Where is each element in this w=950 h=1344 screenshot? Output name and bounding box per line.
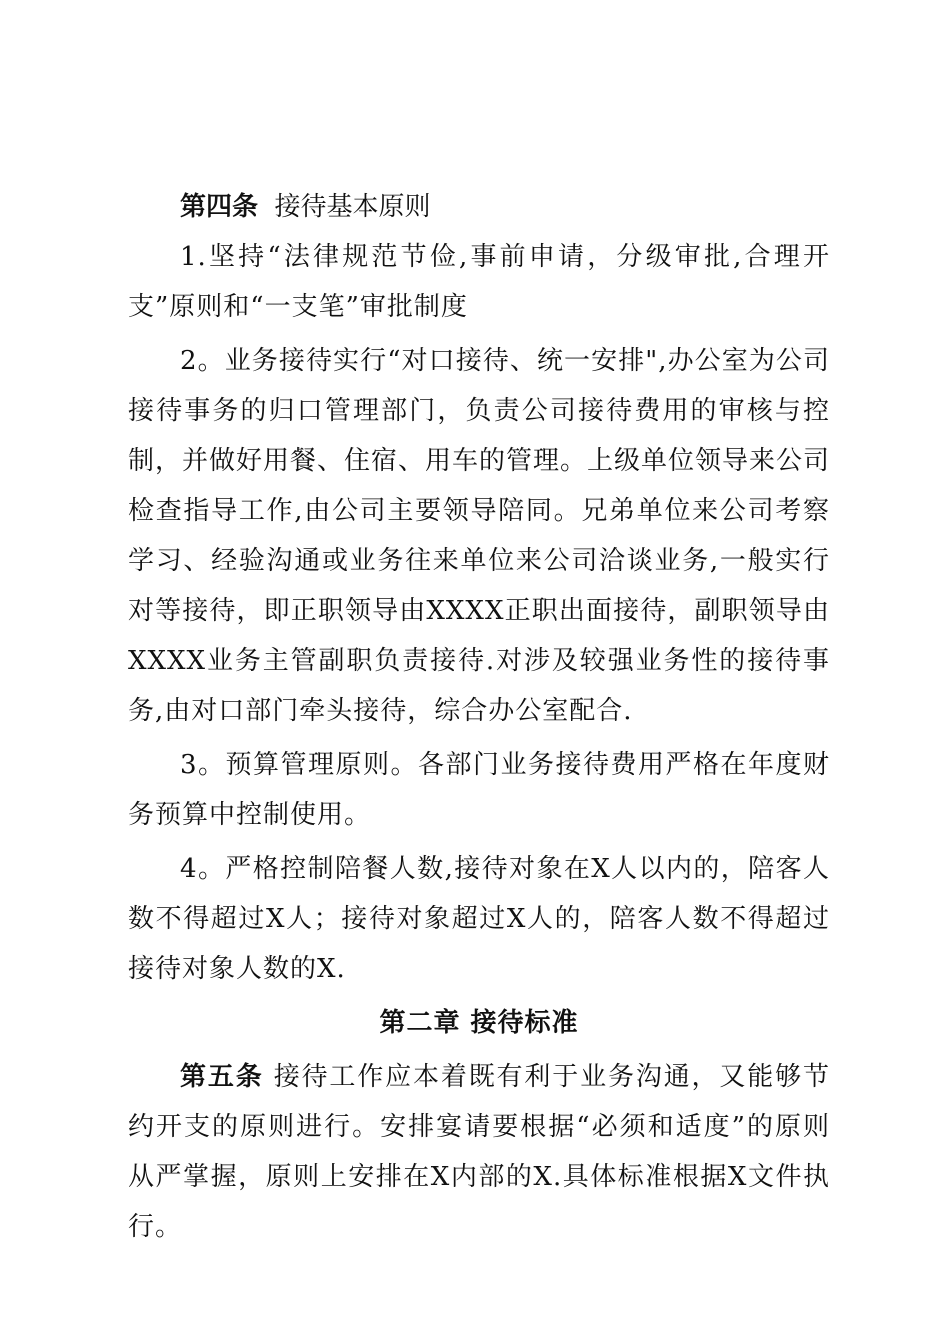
article-5-label: 第五条 — [180, 1062, 264, 1092]
article-4-label: 第四条 — [180, 192, 259, 222]
principle-item-2: 2。业务接待实行“对口接待、统一安排",办公室为公司接待事务的归口管理部门，负责公司接待费用的审核与控制，并做好用餐、住宿、用车的管理。上级单位领导来公司检查指导工作,由公司主要领导陪同。兄弟单位来公司考察学习、经验沟通或业务往来单位来公司洽谈业务,一般实行对等接待，即正职领导由XXXX正职出面接待，副职领导由XXXX业务主管副职负责接待.对涉及较强业务性的接待事务,由对口部门牵头接待，综合办公室配合. — [128, 346, 831, 726]
principle-item-3: 3。预算管理原则。各部门业务接待费用严格在年度财务预算中控制使用。 — [128, 750, 830, 830]
article-5-paragraph — [128, 1052, 830, 1252]
chapter-2-title: 第二章 接待标准 — [379, 1008, 579, 1038]
principle-item-1: 1.坚持“法律规范节俭,事前申请，分级审批,合理开支”原则和“一支笔”审批制度 — [128, 242, 830, 322]
document-page — [128, 182, 830, 1252]
article-4-title: 接待基本原则 — [274, 192, 431, 222]
article-4-heading — [128, 182, 830, 232]
principle-item-4: 4。严格控制陪餐人数,接待对象在X人以内的，陪客人数不得超过X人；接待对象超过X人的，陪客人数不得超过接待对象人数的X. — [128, 854, 830, 984]
article-5-text: 接待工作应本着既有利于业务沟通，又能够节约开支的原则进行。安排宴请要根据“必须和适度”的原则从严掌握，原则上安排在X内部的X.具体标准根据X文件执行。 — [128, 1062, 830, 1242]
